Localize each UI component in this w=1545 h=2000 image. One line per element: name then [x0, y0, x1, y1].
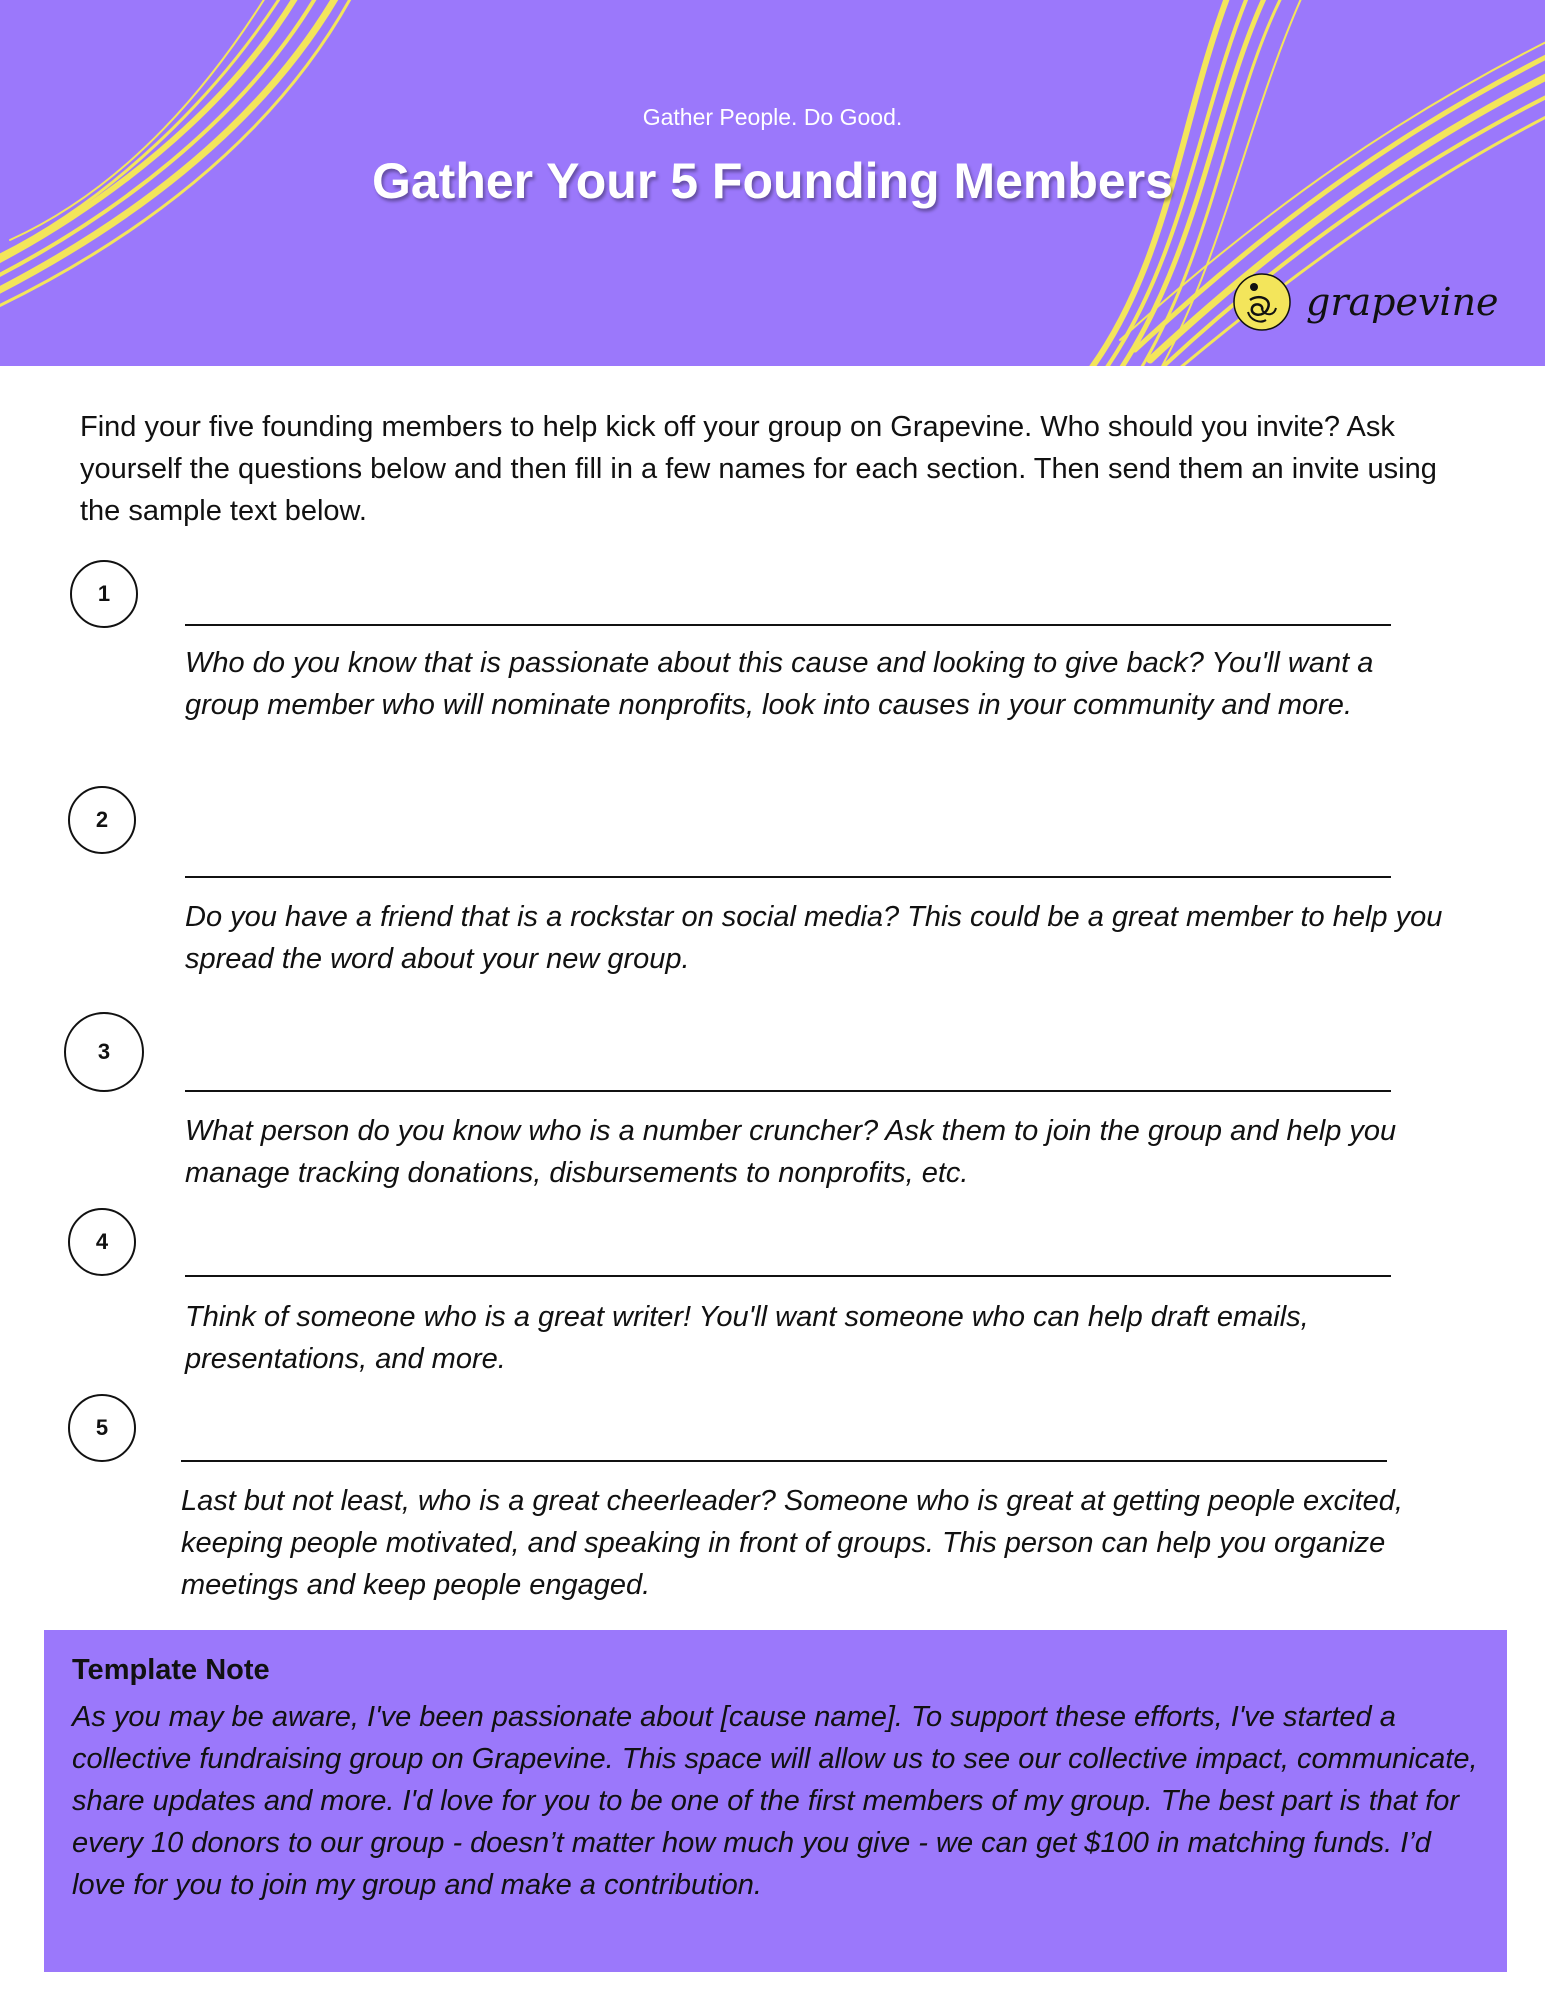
intro-paragraph: Find your five founding members to help kick off your group on Grapevine. Who should you invite? Ask yourself the questions below and then fill in a few names for each section. Then send them an invite using the sample text below.: [80, 411, 1437, 527]
step-1-name-line: [185, 624, 1391, 626]
step-number-2: 2: [68, 786, 136, 854]
step-5-prompt: Last but not least, who is a great cheerleader? Someone who is great at getting people excited, keeping people motivated, and speaking in front of groups. This person can help you organize meetings and keep people engaged.: [181, 1485, 1403, 1601]
brand-name: grapevine: [1306, 280, 1499, 324]
brand-lockup: [1232, 270, 1499, 334]
template-note-title: Template Note: [72, 1654, 270, 1686]
template-note-box: [44, 1630, 1507, 1972]
step-number-3: 3: [64, 1012, 144, 1092]
header-banner: [0, 0, 1545, 366]
step-4-prompt: Think of someone who is a great writer! You'll want someone who can help draft emails, presentations, and more.: [185, 1301, 1309, 1375]
step-1-prompt: Who do you know that is passionate about this cause and looking to give back? You'll want a group member who will nominate nonprofits, look into causes in your community and more.: [185, 647, 1374, 721]
grapevine-logo-icon: [1232, 272, 1292, 332]
page-title: Gather Your 5 Founding Members: [371, 153, 1174, 209]
step-number-4: 4: [68, 1208, 136, 1276]
step-3-prompt: What person do you know who is a number cruncher? Ask them to join the group and help you manage tracking donations, disbursements to nonprofits, etc.: [185, 1115, 1397, 1189]
template-note-body: As you may be aware, I've been passionate about [cause name]. To support these efforts, I've started a collective fundraising group on Grapevine. This space will allow us to see our collective impact, communicate, share updates and more. I'd love for you to be one of the first members of my group. The best part is that for every 10 donors to our group - doesn’t matter how much you give - we can get $100 in matching funds. I’d love for you to join my group and make a contribution.: [72, 1701, 1478, 1901]
step-4-name-line: [185, 1275, 1391, 1277]
step-5-name-line: [181, 1460, 1387, 1462]
step-2-prompt: Do you have a friend that is a rockstar on social media? This could be a great member to help you spread the word about your new group.: [185, 901, 1443, 975]
step-number-5: 5: [68, 1394, 136, 1462]
step-number-1: 1: [70, 560, 138, 628]
step-2-name-line: [185, 876, 1391, 878]
step-3-name-line: [185, 1090, 1391, 1092]
header-tagline: Gather People. Do Good.: [642, 104, 903, 130]
